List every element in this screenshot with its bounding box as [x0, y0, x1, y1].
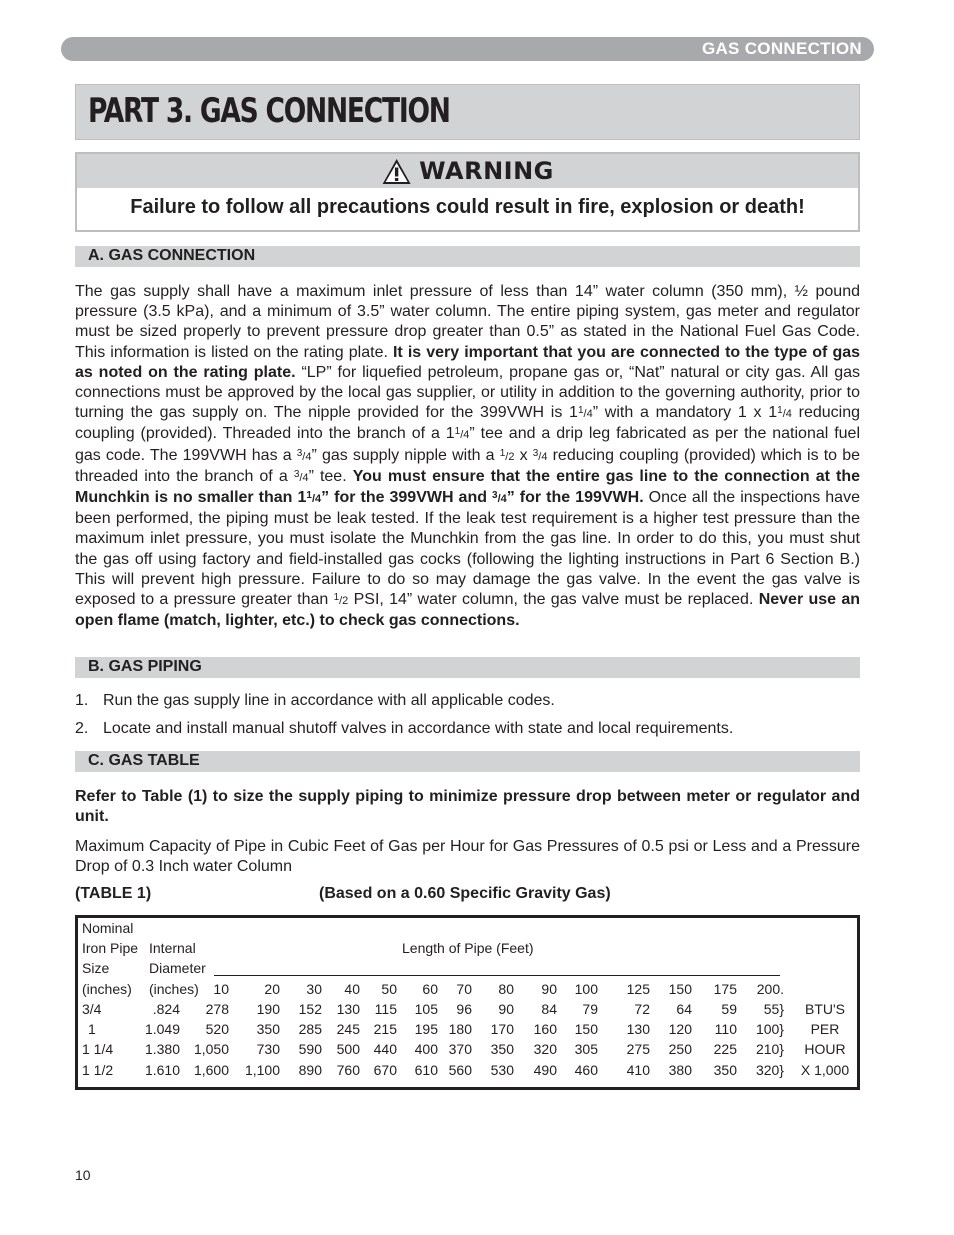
table-header-length: 20	[264, 981, 280, 997]
table-row-diameter: .824	[152, 1001, 180, 1017]
table-cell: 225	[713, 1041, 737, 1057]
warning-header	[77, 154, 858, 188]
table-header-length: 175	[713, 981, 737, 997]
table-cell: 72	[634, 1001, 650, 1017]
table-cell: 530	[490, 1062, 514, 1078]
table-cell: 370	[448, 1041, 472, 1057]
table-cell: 590	[298, 1041, 322, 1057]
part-title-bar	[75, 84, 860, 140]
table-cell: 500	[336, 1041, 360, 1057]
table-description: Maximum Capacity of Pipe in Cubic Feet of Gas per Hour for Gas Pressures of 0.5 psi or Less and a Pressure Drop of 0.3 Inch water Column	[75, 838, 860, 876]
table-cell: 520	[205, 1021, 229, 1037]
table-header-nominal-size: Iron Pipe	[82, 940, 139, 956]
table-header-nominal-size: (inches)	[82, 981, 132, 997]
running-header-title: GAS CONNECTION	[701, 39, 862, 58]
table-cell: 190	[256, 1001, 280, 1017]
table-cell: 305	[574, 1041, 598, 1057]
length-header-rule	[214, 975, 780, 976]
table-cell: 170	[490, 1021, 514, 1037]
table-header-nominal-size: Size	[82, 960, 110, 976]
table-row-unit: PER	[810, 1021, 840, 1037]
part-title: PART 3. GAS CONNECTION	[88, 91, 450, 131]
table-cell: 55}	[763, 1001, 784, 1017]
table-cell: 110	[714, 1021, 737, 1037]
table-header-length: 80	[498, 981, 514, 997]
table-cell: 210}	[755, 1041, 784, 1057]
section-a-bar	[75, 246, 860, 267]
table-header-length: 150	[668, 981, 692, 997]
table-cell: 195	[414, 1021, 438, 1037]
warning-message: Failure to follow all precautions could result in fire, explosion or death!	[130, 196, 805, 218]
table-cell: 180	[448, 1021, 472, 1037]
table-cell: 1,100	[244, 1062, 280, 1078]
table-caption-right: (Based on a 0.60 Specific Gravity Gas)	[319, 885, 611, 902]
table-cell: 440	[373, 1041, 397, 1057]
table-cell: 152	[298, 1001, 322, 1017]
table-cell: 150	[574, 1021, 598, 1037]
table-cell: 96	[456, 1001, 472, 1017]
table-cell: 380	[668, 1062, 692, 1078]
table-cell: 560	[448, 1062, 472, 1078]
section-c-title: C. GAS TABLE	[88, 752, 200, 769]
table-cell: 730	[256, 1041, 280, 1057]
table-row-diameter: 1.380	[144, 1041, 180, 1057]
table-row-size: 1	[88, 1021, 96, 1037]
table-header-internal-diameter: Diameter	[149, 960, 206, 976]
table-cell: 490	[533, 1062, 557, 1078]
page-number: 10	[75, 1167, 91, 1183]
table-cell: 320	[533, 1041, 557, 1057]
section-a-title: A. GAS CONNECTION	[88, 247, 256, 264]
warning-word: WARNING	[419, 157, 554, 185]
table-cell: 100}	[755, 1021, 784, 1037]
table-row-size: 1 1/2	[82, 1062, 114, 1078]
section-c-bar	[75, 751, 860, 772]
table-cell: 285	[298, 1021, 322, 1037]
table-cell: 460	[574, 1062, 598, 1078]
table-cell: 320}	[755, 1062, 784, 1078]
table-cell: 130	[336, 1001, 360, 1017]
table-cell: 610	[414, 1062, 438, 1078]
table-row-unit: HOUR	[804, 1041, 846, 1057]
section-b-bar	[75, 657, 860, 678]
table-header-length: 125	[626, 981, 650, 997]
table-cell: 1,600	[193, 1062, 229, 1078]
table-cell: 215	[373, 1021, 397, 1037]
table-caption-left: (TABLE 1)	[75, 885, 152, 902]
list-item: 1. Run the gas supply line in accordance with all applicable codes.	[75, 692, 555, 709]
table-cell: 1,050	[193, 1041, 229, 1057]
warning-box	[75, 152, 860, 232]
table-cell: 350	[490, 1041, 514, 1057]
table-cell: 64	[676, 1001, 692, 1017]
running-header	[61, 37, 874, 61]
table-header-internal-diameter: (inches)	[149, 981, 199, 997]
table-cell: 245	[336, 1021, 360, 1037]
table-row-diameter: 1.610	[144, 1062, 180, 1078]
table-header-length: 200.	[756, 981, 784, 997]
table-cell: 105	[414, 1001, 438, 1017]
table-row-size: 1 1/4	[82, 1041, 114, 1057]
table-row-unit: BTU'S	[804, 1001, 845, 1017]
table-cell: 79	[582, 1001, 598, 1017]
table-cell: 760	[336, 1062, 360, 1078]
list-item: 2. Locate and install manual shutoff valves in accordance with state and local requirements.	[75, 720, 734, 737]
table-cell: 90	[498, 1001, 514, 1017]
table-cell: 890	[298, 1062, 322, 1078]
table-cell: 160	[533, 1021, 557, 1037]
table-cell: 670	[373, 1062, 397, 1078]
table-cell: 350	[256, 1021, 280, 1037]
table-cell: 275	[626, 1041, 650, 1057]
table-cell: 115	[374, 1001, 397, 1017]
table-header-length: 70	[456, 981, 472, 997]
table-cell: 350	[713, 1062, 737, 1078]
table-header-length: 50	[381, 981, 397, 997]
table-header-length: 90	[541, 981, 557, 997]
table-cell: 400	[414, 1041, 438, 1057]
section-a-paragraph: The gas supply shall have a maximum inlet pressure of less than 14” water column (350 mm), ½ pound pressure (3.5 kPa), and a minimum of 3.5” water column. The entire piping system, gas meter and regulator must be sized properly to prevent pressure drop greater than 0.5” as stated in the National Fuel Gas Code. This information is listed on the rating plate. It is very important that you are connected to the type of gas as noted on the rating plate. “LP” for liquefied petroleum, propane gas or, “Nat” natural or city gas. All gas connections must be approved by the local gas supplier, or utility in addition to the governing authority, prior to turning the gas supply on. The nipple provided for the 399VWH is $1^1/4$” with a mandatory 1 x $1^1/4$ reducing coupling (provided). Threaded into the branch of a $1^1/4$” tee and a drip leg fabricated as per the national fuel gas code. The 199VWH has a $^3$/4” gas supply nipple with a $^1$/2 x $^3$/4 reducing coupling (provided) which is to be threaded into the branch of a $^3$/4” tee. You must ensure that the entire gas line to the connection at the Munchkin is no smaller than $1^1/4$” for the 399VWH and $^3$/4” for the 199VWH. Once all the inspections have been performed, the piping must be leak tested. If the leak test requirement is a higher test pressure than the maximum inlet pressure, you must isolate the Munchkin from the gas line. In order to do this, you must shut the gas off using factory and field-installed gas cocks (following the lighting instructions in Part 6 Section B.) This will prevent high pressure. Failure to do so may damage the gas valve. In the event the gas valve is exposed to a pressure greater than $^1$/2 PSI, 14” water column, the gas valve must be replaced. Never use an open flame (match, lighter, etc.) to check gas connections.	[75, 283, 861, 630]
warning-triangle-icon	[381, 158, 411, 185]
table-cell: 278	[205, 1001, 229, 1017]
table-header-internal-diameter: Internal	[149, 940, 196, 956]
table-cell: 250	[668, 1041, 692, 1057]
table-cell: 130	[626, 1021, 650, 1037]
table-header-length: 10	[213, 981, 229, 997]
table-header-length: 60	[422, 981, 438, 997]
table-instruction: Refer to Table (1) to size the supply piping to minimize pressure drop between meter or regulator and unit.	[75, 788, 860, 826]
table-cell: 59	[721, 1001, 737, 1017]
table-row-unit: X 1,000	[800, 1062, 850, 1078]
table-cell: 84	[541, 1001, 557, 1017]
table-header-length: 40	[344, 981, 360, 997]
table-header-length: 100	[574, 981, 598, 997]
section-b-title: B. GAS PIPING	[88, 658, 202, 675]
table-row-diameter: 1.049	[144, 1021, 180, 1037]
table-row-size: 3/4	[82, 1001, 102, 1017]
table-header-nominal-size: Nominal	[82, 920, 134, 936]
table-cell: 410	[626, 1062, 650, 1078]
table-cell: 120	[668, 1021, 692, 1037]
table-header-length: 30	[306, 981, 322, 997]
table-header-length-label: Length of Pipe (Feet)	[402, 940, 534, 956]
